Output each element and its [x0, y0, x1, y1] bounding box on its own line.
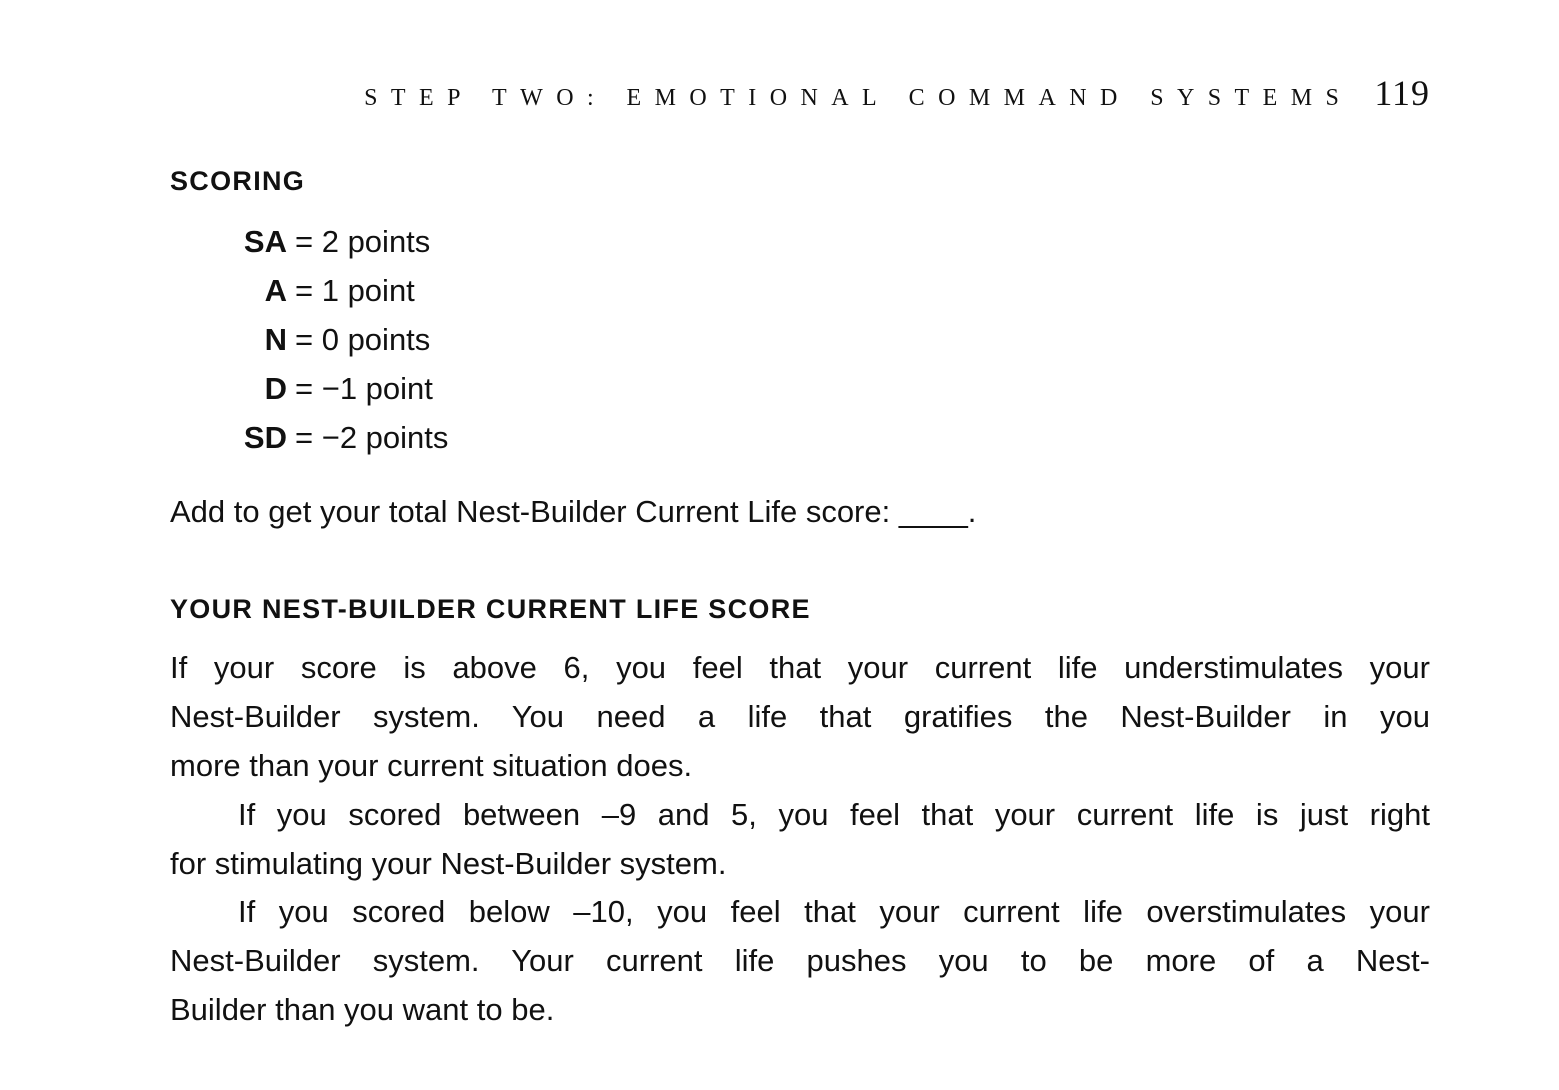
body-line: Nest-Builder system. You need a life that gratifies the Nest-Builder in you [170, 699, 1430, 734]
body-line: Builder than you want to be. [170, 992, 555, 1027]
page-number: 119 [1374, 73, 1430, 113]
body-line: for stimulating your Nest-Builder system. [170, 846, 727, 881]
body-line: If your score is above 6, you feel that your current life understimulates your [170, 650, 1430, 685]
body-line: If you scored between –9 and 5, you feel that your current life is just right [238, 797, 1430, 832]
scoring-heading: SCORING [170, 166, 306, 196]
score-value: = 1 point [295, 273, 415, 308]
running-head-title: STEP TWO: EMOTIONAL COMMAND SYSTEMS [364, 85, 1353, 111]
score-row [170, 369, 448, 418]
score-code: SD [243, 420, 287, 455]
score-row [170, 418, 448, 467]
scoring-list [170, 222, 448, 467]
total-score-line: Add to get your total Nest-Builder Current Life score: ____. [170, 494, 977, 529]
score-row [170, 222, 448, 271]
score-row [170, 320, 448, 369]
score-value: = −2 points [295, 420, 449, 455]
score-value: = 2 points [295, 224, 431, 259]
score-value: = −1 point [295, 371, 433, 406]
result-heading: YOUR NEST-BUILDER CURRENT LIFE SCORE [170, 594, 811, 624]
body-line: Nest-Builder system. Your current life pushes you to be more of a Nest- [170, 943, 1430, 978]
body-line: If you scored below –10, you feel that your current life overstimulates your [238, 894, 1430, 929]
score-code: SA [243, 224, 287, 259]
score-code: D [264, 371, 287, 406]
score-value: = 0 points [295, 322, 431, 357]
score-code: A [264, 273, 287, 308]
score-row [170, 271, 448, 320]
body-line: more than your current situation does. [170, 748, 693, 783]
running-head [364, 72, 1430, 114]
score-code: N [264, 322, 287, 357]
